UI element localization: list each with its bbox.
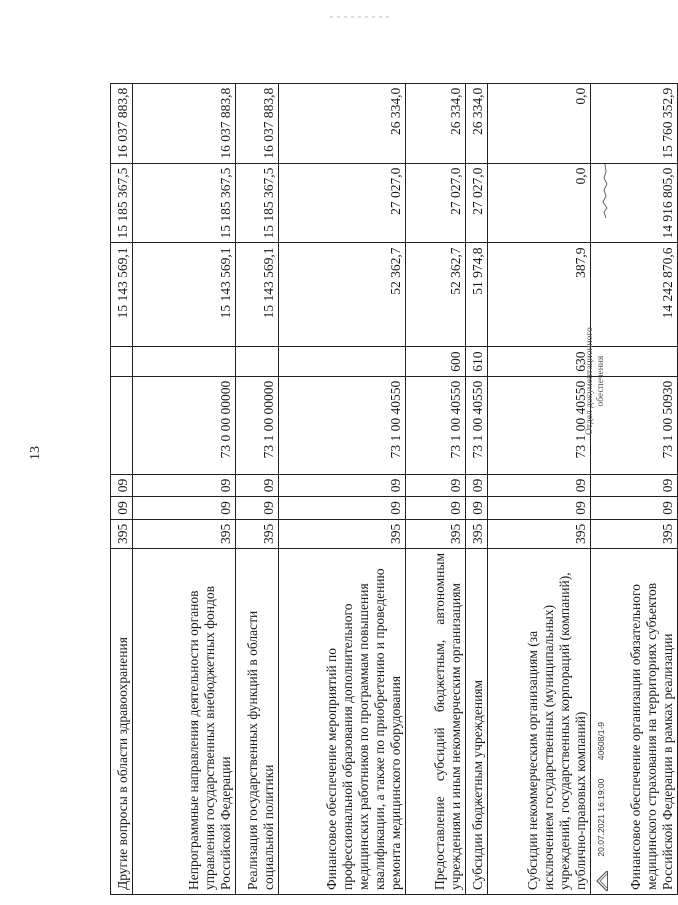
row-name: Предоставление субсидий бюджетным, автономным учреждениям и иным некоммерческим организациям [406,549,466,895]
row-gr-code: 395 [111,519,133,548]
row-pr-code: 09 [406,474,466,497]
row-name: Субсидии некоммерческим организациям (за исключением государственных (муниципальных) учреждений, государственных корпораций (компаний), публично-правовых компаний) [488,549,591,895]
row-pr-code: 09 [466,474,488,497]
row-vr-code: 630 [488,347,591,376]
page-number: 13 [28,446,43,460]
row-gr-code: 395 [406,519,466,548]
footer-doc-code: 40608/1-9 [596,721,607,761]
budget-table [110,83,678,895]
row-amount-2: 14 916 805,0 [591,163,678,243]
stamp-line-2: обеспечения [596,355,606,407]
table-row [279,83,406,894]
row-rz-code: 09 [591,497,678,520]
row-amount-3: 16 037 883,8 [133,83,236,163]
table-row [236,83,279,894]
table-row [133,83,236,894]
row-cs-code: 73 1 00 40550 [488,376,591,474]
row-amount-2: 27 027,0 [466,163,488,243]
row-amount-2: 27 027,0 [279,163,406,243]
row-cs-code: 73 1 00 40550 [406,376,466,474]
row-cs-code: 73 1 00 40550 [279,376,406,474]
row-pr-code: 09 [133,474,236,497]
row-vr-code [111,347,133,376]
row-amount-1: 15 143 569,1 [236,243,279,347]
row-vr-code [279,347,406,376]
row-amount-3: 0,0 [488,83,591,163]
row-rz-code: 09 [133,497,236,520]
scan-edge-mark-icon [330,15,390,19]
row-cs-code: 73 0 00 00000 [133,376,236,474]
row-amount-1: 15 143 569,1 [111,243,133,347]
row-name: Реализация государственных функций в области социальной политики [236,549,279,895]
table-row [406,83,466,894]
stamp-line-1: Отдел документационного [585,327,595,435]
table-row [466,83,488,894]
row-gr-code: 395 [591,519,678,548]
row-name: Непрограммные направления деятельности органов управления государственных внебюджетных фондов Российской Федерации [133,549,236,895]
row-gr-code: 395 [236,519,279,548]
row-name: Финансовое обеспечение мероприятий по профессиональной образования дополнительного медицинских работников по программам повышения квалификации, а также по приобретению и проведению ремонта медицинского оборудования [279,549,406,895]
row-amount-2: 0,0 [488,163,591,243]
handwritten-mark-icon [600,160,610,220]
department-stamp [585,327,607,435]
row-name: Другие вопросы в области здравоохранения [111,549,133,895]
row-amount-2: 27 027,0 [406,163,466,243]
row-amount-3: 15 760 352,9 [591,83,678,163]
organization-logo-icon [595,869,609,893]
row-cs-code: 73 1 00 40550 [466,376,488,474]
row-amount-2: 15 185 367,5 [236,163,279,243]
row-amount-3: 26 334,0 [406,83,466,163]
row-cs-code: 73 1 00 00000 [236,376,279,474]
row-vr-code: 600 [406,347,466,376]
budget-table-body [111,83,678,894]
row-pr-code: 09 [591,474,678,497]
row-amount-2: 15 185 367,5 [111,163,133,243]
row-pr-code: 09 [236,474,279,497]
row-amount-1: 51 974,8 [466,243,488,347]
row-name: Финансовое обеспечение организации обязательного медицинского страхования на территориях субъектов Российской Федерации в рамках реализации [591,549,678,895]
row-vr-code [236,347,279,376]
row-rz-code: 09 [406,497,466,520]
row-cs-code [111,376,133,474]
row-gr-code: 395 [466,519,488,548]
row-amount-3: 16 037 883,8 [111,83,133,163]
row-cs-code: 73 1 00 50930 [591,376,678,474]
row-amount-3: 26 334,0 [466,83,488,163]
row-amount-1: 387,9 [488,243,591,347]
row-amount-1: 15 143 569,1 [133,243,236,347]
table-row [488,83,591,894]
row-rz-code: 09 [279,497,406,520]
row-gr-code: 395 [279,519,406,548]
footer-datetime: 20.07.2021 16:19:00 [596,778,607,857]
row-rz-code: 09 [111,497,133,520]
row-amount-1: 52 362,7 [406,243,466,347]
row-amount-3: 26 334,0 [279,83,406,163]
row-pr-code: 09 [279,474,406,497]
row-rz-code: 09 [236,497,279,520]
row-rz-code: 09 [488,497,591,520]
row-amount-1: 14 242 870,6 [591,243,678,347]
row-amount-1: 52 362,7 [279,243,406,347]
table-row [111,83,133,894]
row-vr-code [133,347,236,376]
row-pr-code: 09 [111,474,133,497]
row-gr-code: 395 [133,519,236,548]
row-name: Субсидии бюджетным учреждениям [466,549,488,895]
row-amount-3: 16 037 883,8 [236,83,279,163]
row-amount-2: 15 185 367,5 [133,163,236,243]
row-vr-code: 610 [466,347,488,376]
document-footer [595,706,609,893]
row-pr-code: 09 [488,474,591,497]
row-rz-code: 09 [466,497,488,520]
row-gr-code: 395 [488,519,591,548]
